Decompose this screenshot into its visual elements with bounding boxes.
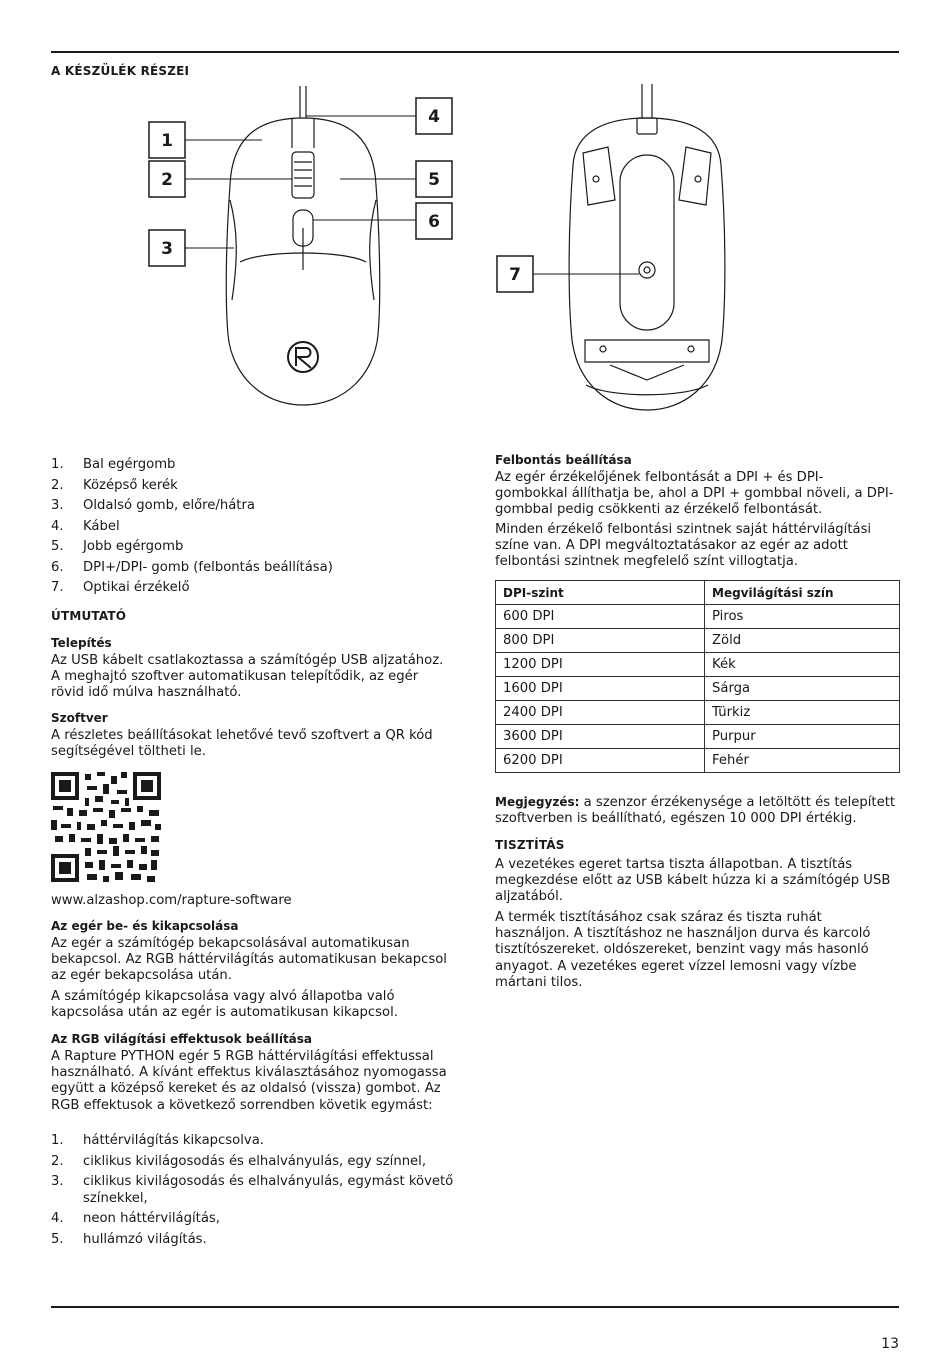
table-row: 800 DPI Zöld (496, 629, 900, 653)
onoff-text-2: A számítógép kikapcsolása vagy alvó állapotba való kapcsolása után az egér is automatikusan kikapcsol. (51, 989, 398, 1021)
onoff-text-1: Az egér a számítógép bekapcsolásával automatikusan bekapcsol. Az RGB háttérvilágítás automatikusan bekapcsol az egér bekapcsolása után. (51, 936, 447, 984)
note-label: Megjegyzés: (495, 795, 580, 809)
mouse-bottom-view (569, 84, 725, 410)
section-title-guide: ÚTMUTATÓ (51, 609, 127, 623)
resolution-heading: Felbontás beállítása (495, 453, 632, 467)
svg-text:3: 3 (161, 239, 173, 259)
table-row: 2400 DPI Türkiz (496, 701, 900, 725)
svg-text:1: 1 (161, 131, 173, 151)
table-row: 1600 DPI Sárga (496, 677, 900, 701)
list-item: 7. Optikai érzékelő (51, 580, 190, 595)
list-item: 5. hullámzó világítás. (51, 1232, 207, 1248)
list-item: 4. Kábel (51, 518, 120, 534)
onoff-heading: Az egér be- és kikapcsolása (51, 919, 239, 933)
callout-3 (149, 230, 185, 266)
list-item: 2. Középső kerék (51, 477, 178, 493)
table-row: 600 DPI Piros (496, 605, 900, 629)
software-heading: Szoftver (51, 711, 108, 725)
parts-list (51, 457, 451, 601)
callout-5 (416, 161, 452, 197)
list-item: 3. ciklikus kivilágosodás és elhalványulás, egymást követő színekkel, (51, 1174, 454, 1206)
section-title-parts: A KÉSZÜLÉK RÉSZEI (51, 64, 190, 78)
table-row: 3600 DPI Purpur (496, 725, 900, 749)
resolution-text-1: Az egér érzékelőjének felbontását a DPI + és DPI- gombokkal állíthatja be, ahol a DPI + gombbal növeli, a DPI-gombbal pedig csökkenti az érzékelő felbontását. (495, 470, 894, 518)
mouse-diagram (0, 0, 950, 420)
list-item: 2. ciklikus kivilágosodás és elhalványulás, egy színnel, (51, 1153, 427, 1169)
callout-4 (416, 98, 452, 134)
note (495, 794, 899, 827)
software-text: A részletes beállításokat lehetővé tevő szoftvert a QR kód segítségével töltheti le. (51, 728, 433, 760)
callout-1 (149, 122, 185, 158)
list-item: 1. háttérvilágítás kikapcsolva. (51, 1133, 264, 1148)
table-header-color: Megvilágítási szín (705, 581, 900, 605)
list-item: 5. Jobb egérgomb (51, 539, 184, 554)
table-row: 6200 DPI Fehér (496, 749, 900, 773)
section-title-cleaning: TISZTÍTÁS (495, 838, 565, 852)
svg-text:2: 2 (161, 170, 173, 190)
callout-7 (497, 256, 533, 292)
rgb-heading: Az RGB világítási effektusok beállítása (51, 1032, 313, 1046)
qr-code (51, 772, 161, 882)
rgb-effects-list (51, 1133, 455, 1248)
note-text: a szenzor érzékenysége a letöltött és telepített szoftverben is beállítható, egészen 10 000 DPI értékig. (495, 795, 896, 827)
svg-text:6: 6 (428, 212, 440, 232)
cleaning-text-1: A vezetékes egeret tartsa tiszta állapotban. A tisztítás megkezdése előtt az USB kábelt húzza ki a számítógép USB aljzatából. (495, 857, 891, 905)
list-item: 1. Bal egérgomb (51, 457, 176, 472)
install-text: Az USB kábelt csatlakoztassa a számítógép USB aljzatához. A meghajtó szoftver automatikusan telepítődik, az egér rövid idő múlva használható. (51, 653, 444, 701)
svg-text:5: 5 (428, 170, 440, 190)
svg-text:4: 4 (428, 107, 440, 127)
page-number: 13 (881, 1336, 899, 1352)
resolution-text-2: Minden érzékelő felbontási szintnek saját háttérvilágítási színe van. A DPI megváltoztatásakor az egér az adott felbontási szintnek megfelelő színt villogtatja. (495, 522, 872, 570)
dpi-table (495, 580, 900, 773)
cleaning-text-2: A termék tisztításához csak száraz és tiszta ruhát használjon. A tisztításhoz ne használjon durva és karcoló tisztítószereket. oldószereket, benzint vagy más hasonló anyagot. A vezetékes egeret vízzel lemosni vagy vízbe mártani tilos. (495, 910, 871, 990)
svg-text:7: 7 (509, 265, 521, 285)
list-item: 4. neon háttérvilágítás, (51, 1211, 220, 1227)
table-header-dpi: DPI-szint (496, 581, 705, 605)
software-url[interactable]: www.alzashop.com/rapture-software (51, 893, 292, 908)
callout-6 (416, 203, 452, 239)
rgb-text: A Rapture PYTHON egér 5 RGB háttérvilágítási effektussal használható. A kívánt effektus kiválasztásához nyomogassa együtt a középső kereket és az oldalsó (vissza) gombot. Az RGB effektusok a következő sorrendben követik egymást: (51, 1049, 447, 1113)
rapture-logo-icon (288, 342, 318, 372)
mouse-top-view (226, 86, 379, 405)
list-item: 6. DPI+/DPI- gomb (felbontás beállítása) (51, 559, 333, 575)
install-heading: Telepítés (51, 636, 112, 650)
callout-2 (149, 161, 185, 197)
table-row: 1200 DPI Kék (496, 653, 900, 677)
bottom-rule (51, 1306, 899, 1308)
table-header-row (496, 581, 900, 605)
list-item: 3. Oldalsó gomb, előre/hátra (51, 498, 255, 513)
